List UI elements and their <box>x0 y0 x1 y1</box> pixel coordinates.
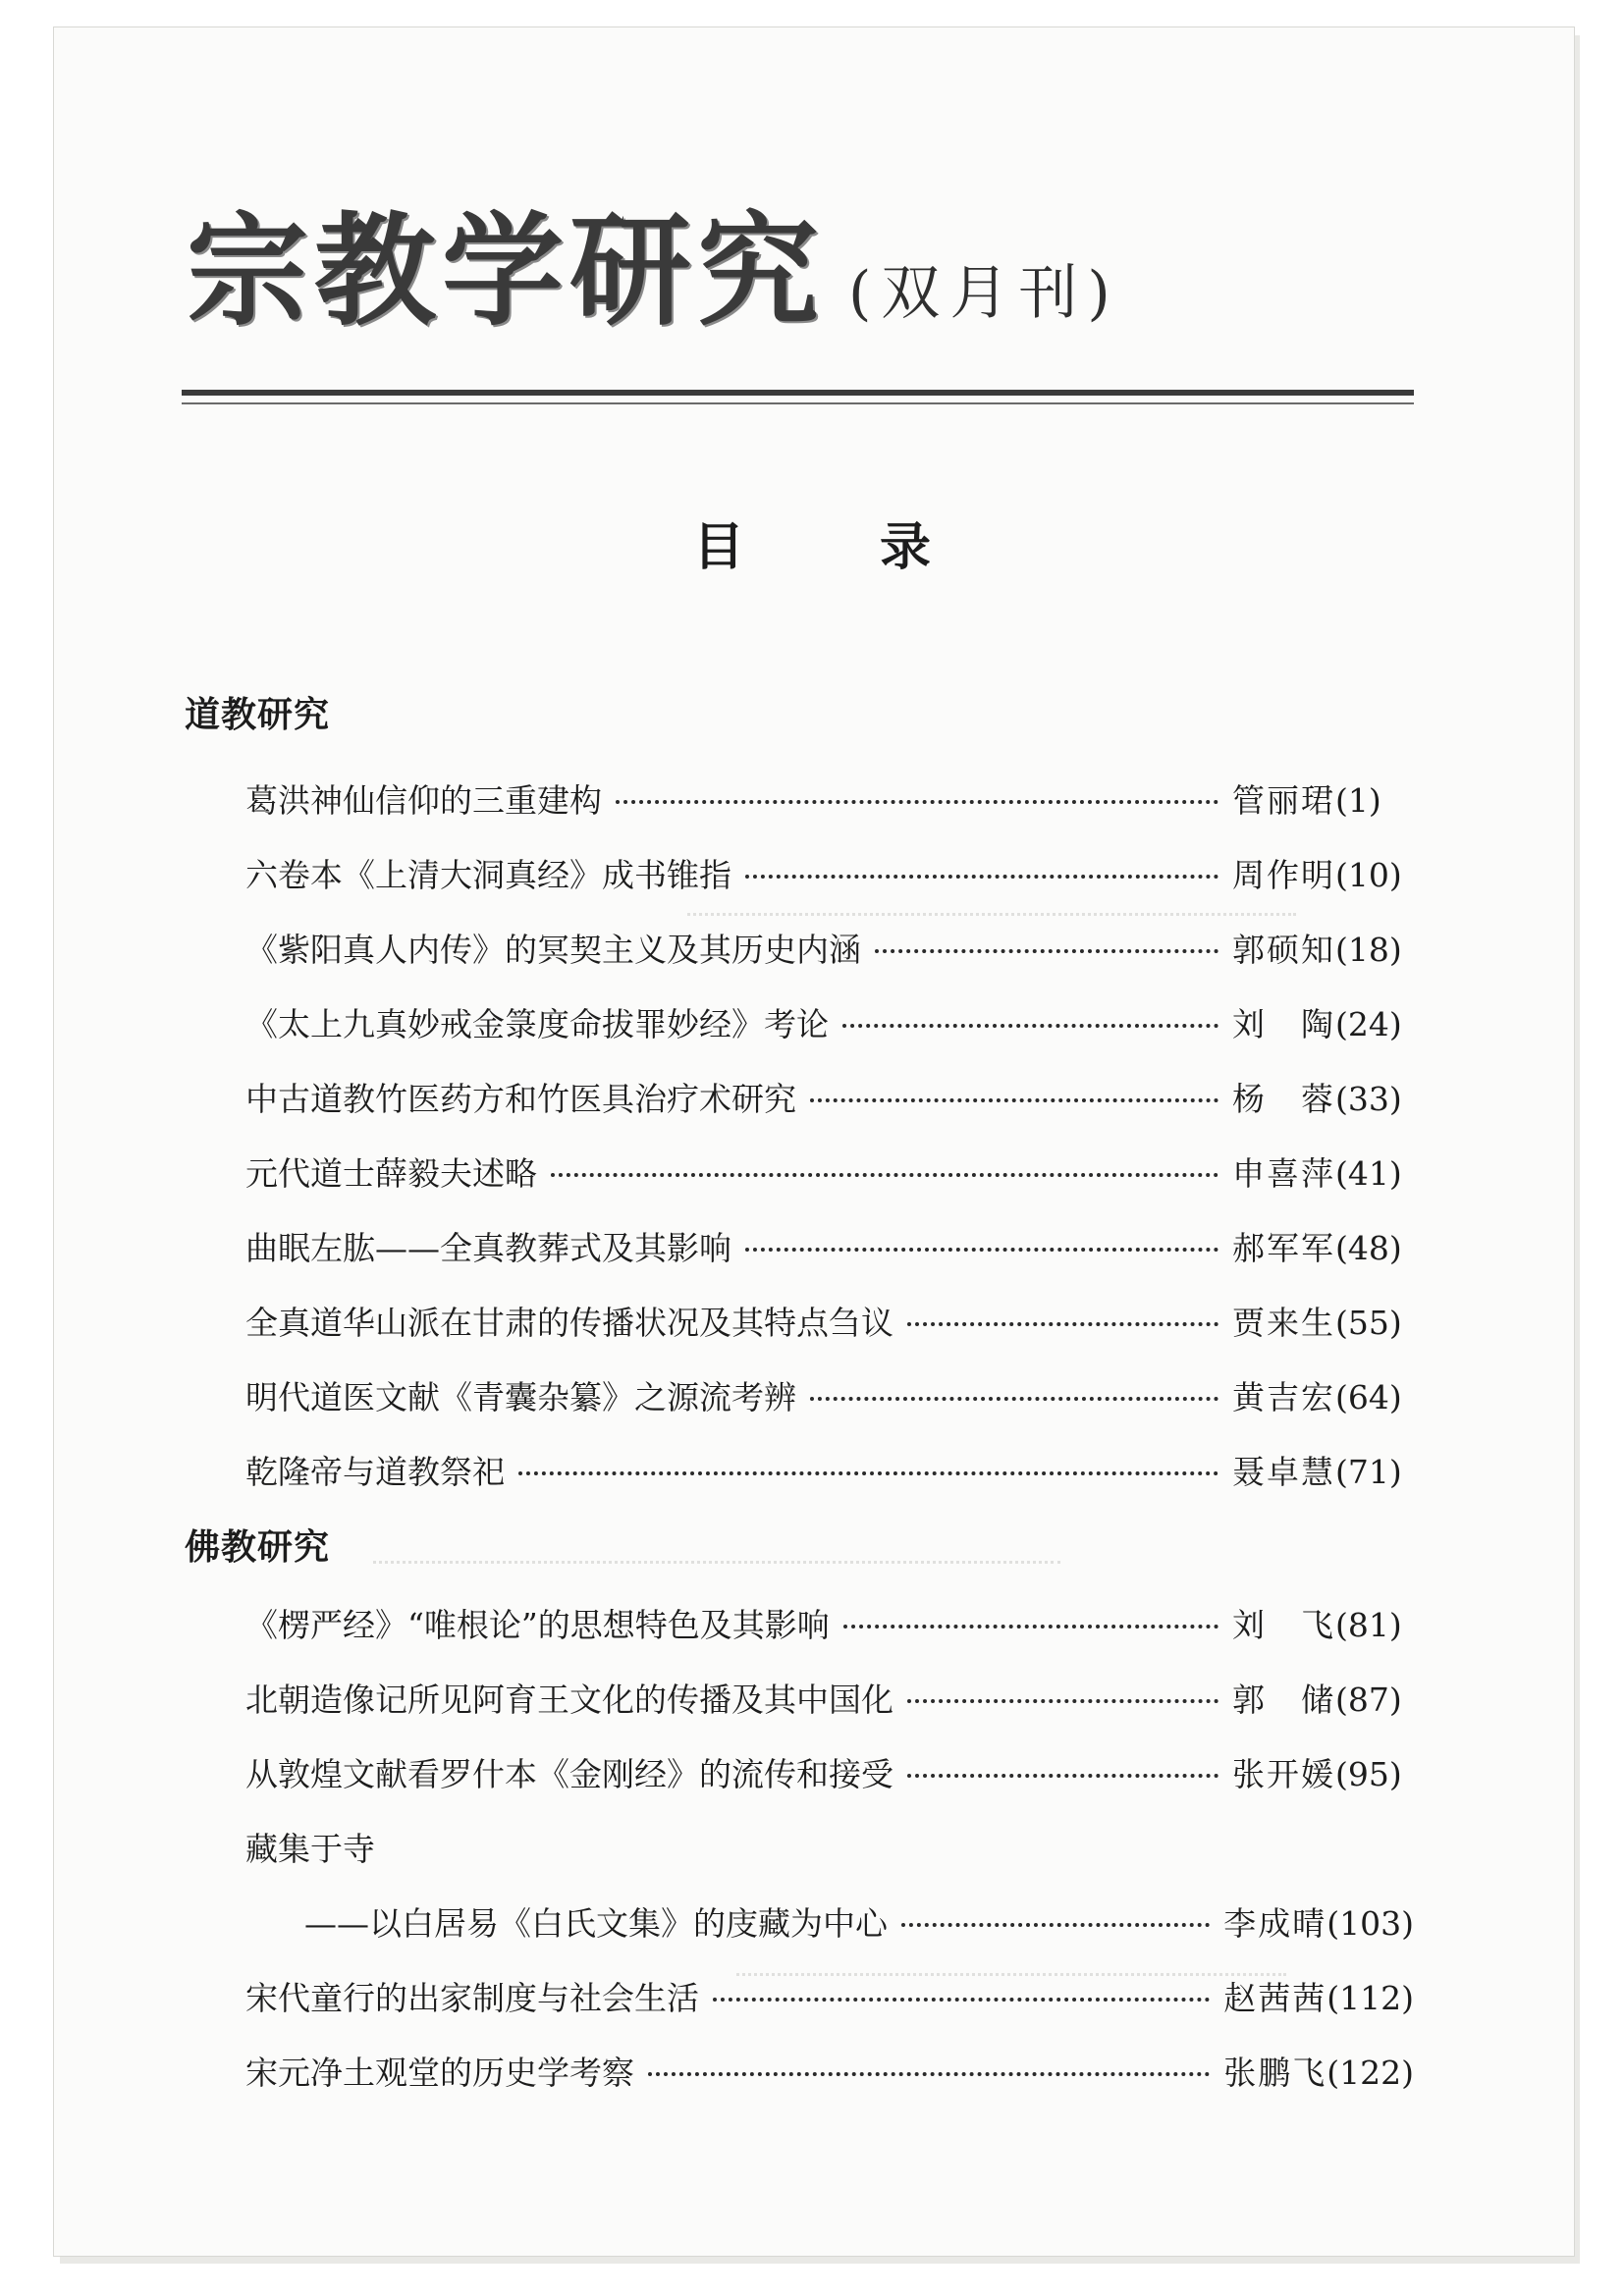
entry-author: 张开媛 <box>1232 1755 1335 1793</box>
entry-title: 明代道医文献《青囊杂纂》之源流考辨 <box>245 1378 796 1416</box>
entry-author: 管丽珺 <box>1232 781 1335 820</box>
toc-entry[interactable] <box>245 1898 1414 1948</box>
toc-entry[interactable] <box>245 1074 1414 1123</box>
toc-entry[interactable] <box>245 2048 1414 2097</box>
leader-dots <box>842 1023 1218 1028</box>
journal-title: 宗教学研究 <box>187 200 826 343</box>
leader-dots <box>648 2071 1210 2076</box>
entry-author: 周作明 <box>1232 856 1335 894</box>
leader-dots <box>616 799 1218 804</box>
entry-title: 乾隆帝与道教祭祀 <box>245 1453 505 1491</box>
entry-page: ( 95 ) <box>1335 1755 1414 1793</box>
leader-dots <box>518 1470 1218 1475</box>
leader-dots <box>875 948 1218 953</box>
toc-entry[interactable] <box>245 1148 1414 1198</box>
entry-title: 六卷本《上清大洞真经》成书锥指 <box>245 856 731 894</box>
entry-author: 刘 飞 <box>1232 1606 1335 1644</box>
entry-title: 北朝造像记所见阿育王文化的传播及其中国化 <box>245 1681 893 1719</box>
entry-page: ( 1 ) <box>1335 781 1414 820</box>
entry-page: ( 24 ) <box>1335 1005 1414 1043</box>
entry-title: 《楞严经》“唯根论”的思想特色及其影响 <box>245 1606 830 1644</box>
entry-title: 宋代童行的出家制度与社会生活 <box>245 1979 699 2017</box>
entry-page: ( 87 ) <box>1335 1681 1414 1719</box>
leader-dots <box>907 1321 1218 1326</box>
entry-page: ( 33 ) <box>1335 1080 1414 1118</box>
leader-dots <box>810 1396 1218 1401</box>
toc-entry[interactable] <box>245 1600 1414 1649</box>
masthead-rule <box>182 390 1414 396</box>
entry-author: 贾来生 <box>1232 1304 1335 1342</box>
entry-title: 中古道教竹医药方和竹医具治疗术研究 <box>245 1080 796 1118</box>
entry-page: ( 112 ) <box>1326 1979 1414 2017</box>
entry-title: 曲眠左肱——全真教葬式及其影响 <box>245 1229 731 1267</box>
leader-dots <box>713 1997 1210 2002</box>
toc-entry[interactable] <box>245 1298 1414 1347</box>
toc-entry[interactable] <box>245 1447 1414 1496</box>
entry-author: 黄吉宏 <box>1232 1378 1335 1416</box>
entry-page: ( 18 ) <box>1335 931 1414 969</box>
section-heading-buddhism: 佛教研究 <box>185 1527 331 1568</box>
section-heading-daoism: 道教研究 <box>185 695 331 735</box>
entry-author: 张鹏飞 <box>1223 2054 1327 2092</box>
leader-dots <box>810 1097 1218 1102</box>
masthead-rule-thin <box>182 402 1414 404</box>
toc-entry[interactable] <box>245 1372 1414 1421</box>
entry-title: 《紫阳真人内传》的冥契主义及其历史内涵 <box>245 931 861 969</box>
journal-frequency: (双月刊) <box>848 259 1120 328</box>
bleed-through-rule <box>687 913 1296 916</box>
entry-page: ( 41 ) <box>1335 1154 1414 1193</box>
leader-dots <box>843 1624 1218 1629</box>
entry-title: 从敦煌文献看罗什本《金刚经》的流传和接受 <box>245 1755 893 1793</box>
entry-title: 葛洪神仙信仰的三重建构 <box>245 781 602 820</box>
toc-entry[interactable] <box>245 850 1414 899</box>
leader-dots <box>551 1172 1218 1177</box>
toc-heading: 目 录 <box>692 517 991 577</box>
entry-page: ( 81 ) <box>1335 1606 1414 1644</box>
entry-author: 聂卓慧 <box>1232 1453 1335 1491</box>
entry-author: 郭 储 <box>1232 1681 1335 1719</box>
leader-dots <box>907 1773 1218 1778</box>
toc-entry[interactable] <box>245 775 1414 825</box>
entry-page: ( 71 ) <box>1335 1453 1414 1491</box>
entry-author: 杨 蓉 <box>1232 1080 1335 1118</box>
bleed-through-rule <box>373 1561 1060 1564</box>
leader-dots <box>745 1247 1218 1252</box>
toc-entry[interactable] <box>245 1675 1414 1724</box>
entry-title: 元代道士薛毅夫述略 <box>245 1154 537 1193</box>
leader-dots <box>901 1922 1210 1927</box>
toc-entry[interactable] <box>245 925 1414 974</box>
entry-title: 全真道华山派在甘肃的传播状况及其特点刍议 <box>245 1304 893 1342</box>
entry-page: ( 122 ) <box>1326 2054 1414 2092</box>
leader-dots <box>907 1698 1218 1703</box>
entry-page: ( 64 ) <box>1335 1378 1414 1416</box>
leader-dots <box>745 874 1218 879</box>
entry-author: 申喜萍 <box>1232 1154 1335 1193</box>
entry-page: ( 10 ) <box>1335 856 1414 894</box>
entry-author: 刘 陶 <box>1232 1005 1335 1043</box>
entry-author: 郝军军 <box>1232 1229 1335 1267</box>
masthead <box>187 200 1120 343</box>
entry-page: ( 48 ) <box>1335 1229 1414 1267</box>
entry-author: 郭硕知 <box>1232 931 1335 969</box>
toc-entry[interactable] <box>245 1223 1414 1272</box>
entry-page: ( 103 ) <box>1326 1904 1414 1943</box>
entry-title-line[interactable]: 藏集于寺 <box>245 1830 375 1868</box>
entry-author: 李成晴 <box>1223 1904 1327 1943</box>
toc-entry[interactable] <box>245 999 1414 1048</box>
entry-title: 《太上九真妙戒金箓度命拔罪妙经》考论 <box>245 1005 829 1043</box>
entry-subtitle: ——以白居易《白氏文集》的庋藏为中心 <box>304 1904 888 1943</box>
entry-author: 赵茜茜 <box>1223 1979 1327 2017</box>
toc-entry[interactable] <box>245 1749 1414 1798</box>
entry-page: ( 55 ) <box>1335 1304 1414 1342</box>
toc-entry[interactable] <box>245 1973 1414 2022</box>
entry-title: 宋元净土观堂的历史学考察 <box>245 2054 634 2092</box>
